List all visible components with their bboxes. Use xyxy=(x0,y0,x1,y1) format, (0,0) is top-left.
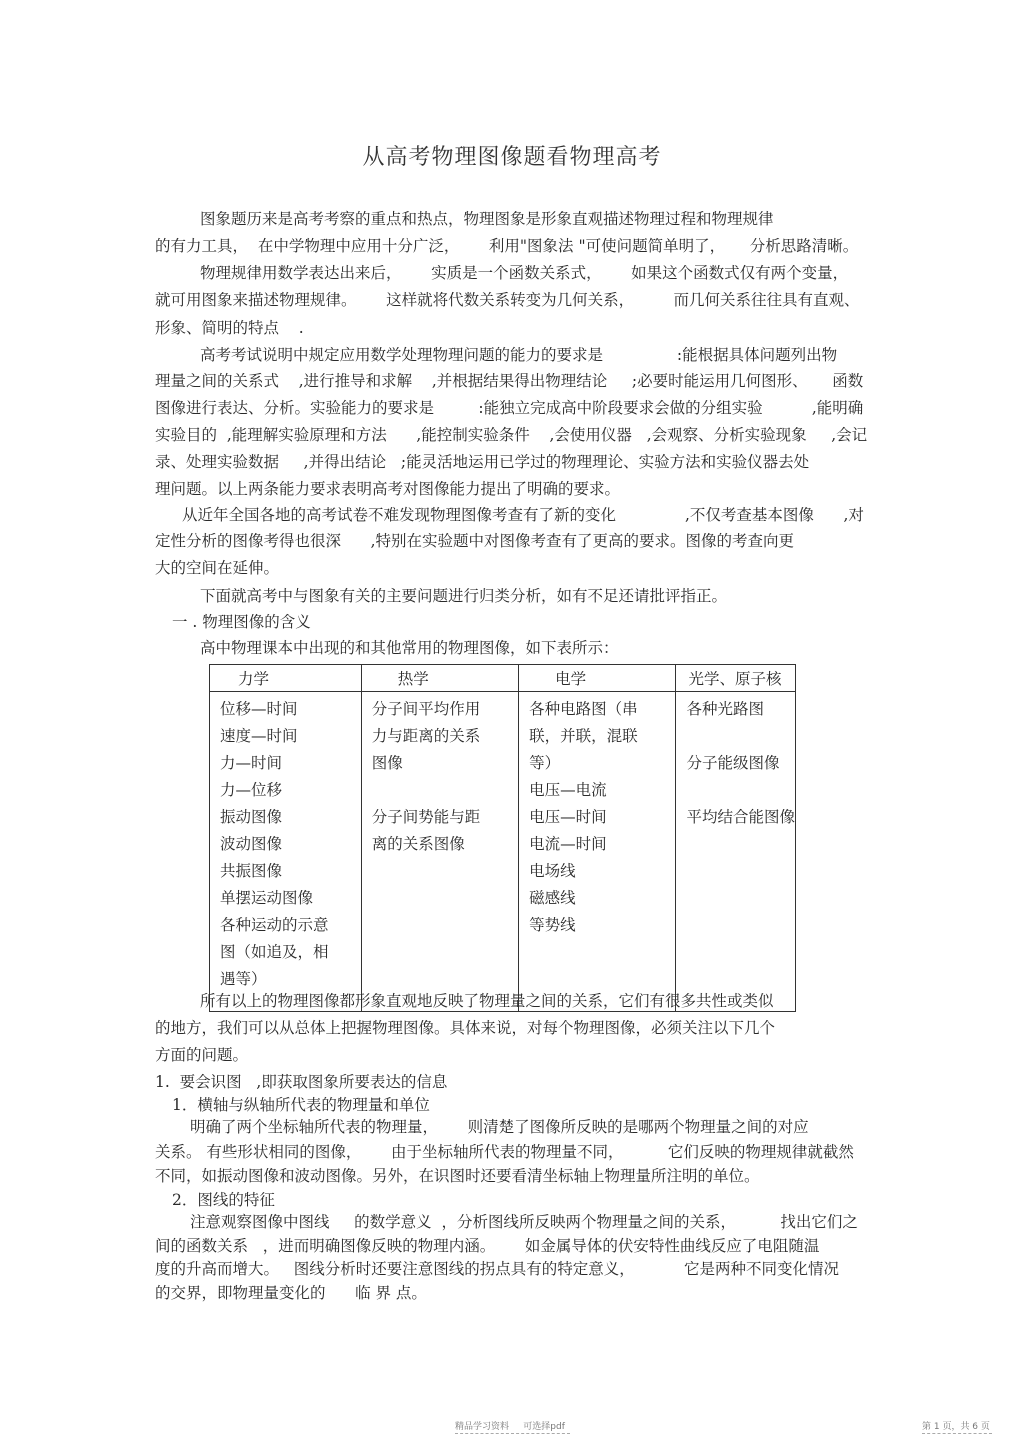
cell-text: 速度—时间 xyxy=(220,727,298,745)
cell-text: 单摆运动图像 xyxy=(220,889,314,907)
paragraph-3-line-2: 理量之间的关系式 ,进行推导和求解 ,并根据结果得出物理结论 ;必要时能运用几何图形、 函数 xyxy=(155,372,864,390)
sub-1-line-2: 关系。 有些形状相同的图像， 由于坐标轴所代表的物理量不同， 它们反映的物理规律就截然 xyxy=(155,1143,854,1161)
paragraph-1-line-1: 图象题历来是高考考察的重点和热点，物理图象是形象直观描述物理过程和物理规律 xyxy=(200,210,774,228)
cell-text: 各种光路图 xyxy=(686,700,764,718)
footer-divider xyxy=(455,1433,570,1434)
after-table-line-3: 方面的问题。 xyxy=(155,1046,249,1064)
paragraph-3-line-3: 图像进行表达、分析。实验能力的要求是 :能独立完成高中阶段要求会做的分组实验 ,能明确 xyxy=(155,399,864,417)
cell-text: 共振图像 xyxy=(220,862,283,880)
paragraph-4-line-1: 从近年全国各地的高考试卷不难发现物理图像考查有了新的变化 ,不仅考查基本图像 ,对 xyxy=(182,506,864,524)
paragraph-3-line-1: 高考考试说明中规定应用数学处理物理问题的能力的要求是 :能根据具体问题列出物 xyxy=(200,346,838,364)
paragraph-4-line-2: 定性分析的图像考得也很深 ,特别在实验题中对图像考查有了更高的要求。图像的考查向更 xyxy=(155,532,794,550)
cell-text: 遇等） xyxy=(220,970,267,988)
cell-text: 力—位移 xyxy=(220,781,283,799)
paragraph-3-line-5: 录、处理实验数据 ,并得出结论 ;能灵活地运用已学过的物理理论、实验方法和实验仪器去处 xyxy=(155,453,810,471)
paragraph-1-line-2: 的有力工具， 在中学物理中应用十分广泛， 利用"图象法 "可使问题简单明了， 分析思路清晰。 xyxy=(155,237,859,255)
table-header-thermal: 热学 xyxy=(361,665,518,692)
section-1-heading: 一 . 物理图像的含义 xyxy=(172,613,311,631)
sub-1-line-3: 不同，如振动图像和波动图像。另外，在识图时还要看清坐标轴上物理量所注明的单位。 xyxy=(155,1167,760,1185)
cell-text: 各种运动的示意 xyxy=(220,916,329,934)
cell-text: 振动图像 xyxy=(220,808,283,826)
sub-2-line-1: 注意观察图像中图线 的数学意义 ，分析图线所反映两个物理量之间的关系， 找出它们之 xyxy=(190,1213,858,1231)
cell-text: 电压—时间 xyxy=(529,808,607,826)
cell-text: 电压—电流 xyxy=(529,781,607,799)
paragraph-2-line-1: 物理规律用数学表达出来后， 实质是一个函数关系式， 如果这个函数式仅有两个变量， xyxy=(200,264,849,282)
cell-text xyxy=(372,777,518,804)
cell-text: 磁感线 xyxy=(529,889,576,907)
paragraph-2-line-2: 就可用图象来描述物理规律。 这样就将代数关系转变为几何关系， 而几何关系往往具有直观、 xyxy=(155,291,860,309)
cell-text: 等） xyxy=(529,754,561,772)
paragraph-4-line-3: 大的空间在延伸。 xyxy=(155,559,280,577)
table-cell-optics xyxy=(676,692,796,1012)
sub-2-line-4: 的交界，即物理量变化的 临 界 点。 xyxy=(155,1284,427,1302)
sub-2-heading: 2．图线的特征 xyxy=(172,1191,275,1209)
cell-text: 位移—时间 xyxy=(220,700,298,718)
table-cell-electric xyxy=(519,692,676,1012)
table-header-mechanics: 力学 xyxy=(210,665,362,692)
table-cell-mechanics xyxy=(210,692,362,1012)
cell-text: 图像 xyxy=(371,754,403,772)
paragraph-5-line-1: 下面就高考中与图象有关的主要问题进行归类分析，如有不足还请批评指正。 xyxy=(200,587,728,605)
cell-text: 力与距离的关系 xyxy=(371,727,481,745)
table-header-optics: 光学、原子核 xyxy=(676,665,796,692)
sub-1-heading: 1．横轴与纵轴所代表的物理量和单位 xyxy=(172,1096,430,1114)
table-cell-thermal xyxy=(361,692,518,1012)
physics-images-table xyxy=(209,664,796,1012)
sub-1-line-1: 明确了两个坐标轴所代表的物理量， 则清楚了图像所反映的是哪两个物理量之间的对应 xyxy=(190,1118,809,1136)
cell-text: 等势线 xyxy=(529,916,576,934)
sub-2-line-3: 度的升高而增大。 图线分析时还要注意图线的拐点具有的特定意义， 它是两种不同变化情况 xyxy=(155,1260,840,1278)
after-table-line-2: 的地方，我们可以从总体上把握物理图像。具体来说，对每个物理图像，必须关注以下几个 xyxy=(155,1019,776,1037)
cell-text: 离的关系图像 xyxy=(371,835,465,853)
document-title: 从高考物理图像题看物理高考 xyxy=(362,145,662,170)
cell-text: 分子能级图像 xyxy=(686,754,780,772)
paragraph-3-line-6: 理问题。以上两条能力要求表明高考对图像能力提出了明确的要求。 xyxy=(155,480,621,498)
cell-text xyxy=(686,723,795,750)
cell-text: 平均结合能图像 xyxy=(686,808,795,826)
footer-watermark-text: 精品学习资料 可选择pdf xyxy=(455,1422,565,1432)
cell-text: 分子间平均作用 xyxy=(371,700,481,718)
table-row xyxy=(210,692,796,1012)
cell-text: 电场线 xyxy=(529,862,576,880)
footer-divider xyxy=(922,1433,992,1434)
point-1-heading: 1. 要会识图 ,即获取图象所要表达的信息 xyxy=(155,1073,448,1091)
after-table-line-1: 所有以上的物理图像都形象直观地反映了物理量之间的关系，它们有很多共性或类似 xyxy=(200,992,774,1010)
cell-text: 各种电路图（串 xyxy=(529,700,638,718)
cell-text: 力—时间 xyxy=(220,754,283,772)
cell-text: 联，并联，混联 xyxy=(529,727,638,745)
sub-2-line-2: 间的函数关系 ，进而明确图像反映的物理内涵。 如金属导体的伏安特性曲线反应了电阻随温 xyxy=(155,1237,820,1255)
table-header-electric: 电学 xyxy=(519,665,676,692)
paragraph-2-line-3: 形象、简明的特点 . xyxy=(155,319,304,337)
cell-text: 电流—时间 xyxy=(529,835,607,853)
paragraph-3-line-4: 实验目的 ,能理解实验原理和方法 ,能控制实验条件 ,会使用仪器 ,会观察、分析实验现象 ,会记 xyxy=(155,426,868,444)
cell-text xyxy=(686,777,795,804)
table-intro: 高中物理课本中出现的和其他常用的物理图像，如下表所示： xyxy=(200,639,619,657)
cell-text: 分子间势能与距 xyxy=(371,808,481,826)
cell-text: 波动图像 xyxy=(220,835,283,853)
table-header-row xyxy=(210,665,796,692)
cell-text: 图（如追及，相 xyxy=(220,943,329,961)
footer-page-number: 第 1 页，共 6 页 xyxy=(922,1422,990,1432)
